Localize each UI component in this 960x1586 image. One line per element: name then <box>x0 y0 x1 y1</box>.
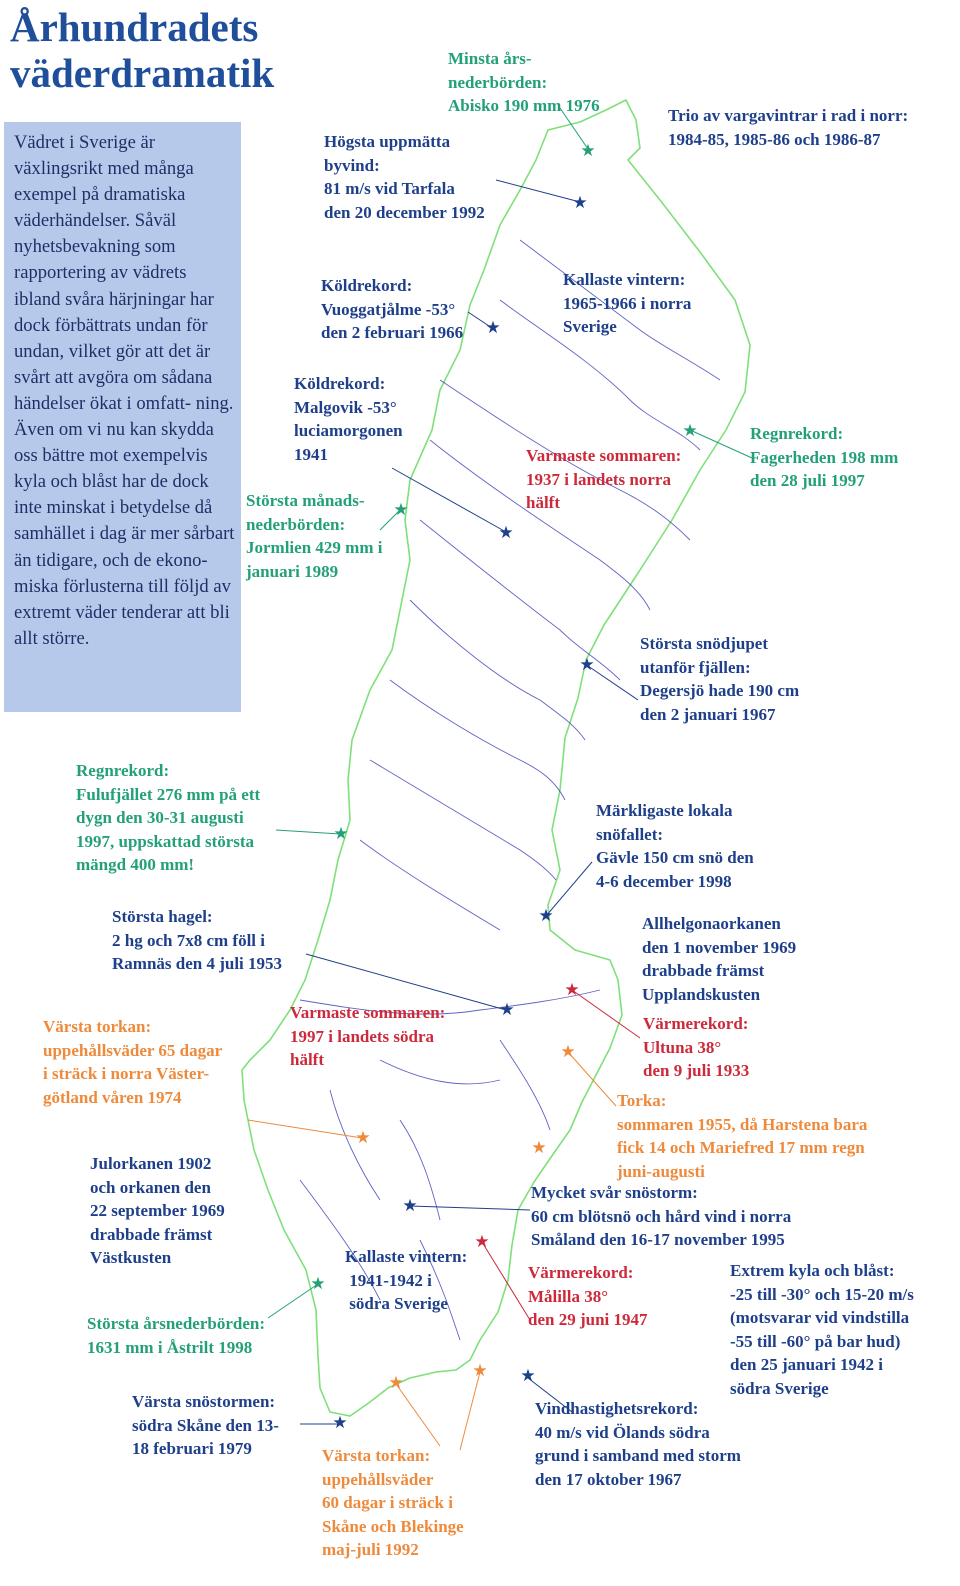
map-label-line: Värsta torkan: <box>322 1446 431 1465</box>
map-label-line: grund i samband med storm <box>535 1446 741 1466</box>
map-label-torkan-skane <box>322 1444 464 1562</box>
map-label-line: snöfallet: <box>596 824 664 844</box>
map-label-line: Köldrekord: <box>321 276 413 295</box>
map-label-tarfala <box>324 130 485 224</box>
map-label-line: -55 till -60° på bar hud) <box>730 1331 901 1351</box>
map-label-snostorm-skane <box>132 1390 279 1461</box>
map-label-line: och orkanen den <box>90 1177 211 1197</box>
map-label-line: drabbade främst <box>642 961 765 981</box>
map-label-line: mängd 400 mm! <box>76 855 195 875</box>
map-label-oland <box>535 1397 741 1491</box>
map-label-abisko <box>448 47 600 118</box>
star-icon: ★ <box>472 1361 488 1380</box>
map-label-line: Skåne och Blekinge <box>322 1516 464 1536</box>
map-label-line: uppehållsväder 65 dagar <box>43 1040 223 1060</box>
map-label-line: Värmerekord: <box>643 1014 749 1033</box>
map-label-line: luciamorgonen <box>294 421 403 441</box>
map-label-line: 18 februari 1979 <box>132 1439 252 1459</box>
map-label-line: 2 hg och 7x8 cm föll i <box>112 930 265 950</box>
map-label-line: Vuoggatjålme -53° <box>321 299 456 319</box>
map-label-line: drabbade främst <box>90 1224 213 1244</box>
map-label-line: nederbörden: <box>448 72 548 92</box>
map-label-line: 1941 <box>294 444 328 464</box>
map-label-line: den 25 januari 1942 i <box>730 1355 884 1375</box>
map-label-line: den 2 februari 1966 <box>321 323 464 343</box>
map-label-allhelgona <box>642 912 796 1006</box>
map-label-line: Fagerheden 198 mm <box>750 447 899 467</box>
map-label-line: Gävle 150 cm snö den <box>596 848 754 868</box>
map-label-line: byvind: <box>324 155 380 175</box>
map-label-line: nederbörden: <box>246 514 346 534</box>
map-label-kallaste-sodra <box>345 1245 467 1316</box>
map-label-gavle <box>596 799 754 893</box>
map-label-jormlien <box>246 489 382 583</box>
map-label-line: Sverige <box>563 317 617 337</box>
map-label-vuoggatjalme <box>321 274 463 345</box>
map-label-line: götland våren 1974 <box>43 1087 182 1107</box>
map-label-torka-1955 <box>617 1089 867 1183</box>
map-label-line: den 17 oktober 1967 <box>535 1469 682 1489</box>
map-label-line: januari 1989 <box>246 561 339 581</box>
map-label-line: 1984-85, 1985-86 och 1986-87 <box>668 129 881 149</box>
star-icon: ★ <box>388 1373 404 1392</box>
map-label-line: -25 till -30° och 15-20 m/s <box>730 1284 914 1304</box>
star-icon: ★ <box>531 1138 547 1157</box>
map-label-line: Torka: <box>617 1091 667 1110</box>
map-label-line: Fulufjället 276 mm på ett <box>76 784 261 804</box>
map-label-line: Kallaste vintern: <box>563 270 686 289</box>
map-label-line: Upplandskusten <box>642 984 761 1004</box>
map-label-line: 1997, uppskattad största <box>76 831 255 851</box>
map-label-line: 1631 mm i Åstrilt 1998 <box>87 1337 253 1357</box>
map-label-line: Största månads- <box>246 491 365 510</box>
map-label-varmaste-sodra <box>290 1001 445 1072</box>
map-label-line: Ultuna 38° <box>643 1037 722 1057</box>
map-label-line: maj-juli 1992 <box>322 1540 419 1560</box>
star-icon: ★ <box>402 1196 418 1215</box>
map-label-astrilt <box>87 1312 265 1359</box>
map-label-line: den 2 januari 1967 <box>640 704 776 724</box>
map-label-fagerheden <box>750 422 898 493</box>
map-label-line: Värmerekord: <box>528 1263 634 1282</box>
map-label-line: Högsta uppmätta <box>324 132 451 151</box>
map-label-line: 22 september 1969 <box>90 1201 225 1221</box>
map-label-line: utanför fjällen: <box>640 657 751 677</box>
map-label-line: Ramnäs den 4 juli 1953 <box>112 954 283 974</box>
map-label-line: södra Sverige <box>345 1294 448 1314</box>
map-label-line: Kallaste vintern: <box>345 1247 468 1266</box>
star-icon: ★ <box>572 193 588 212</box>
map-label-degersjo <box>640 632 799 726</box>
star-icon: ★ <box>682 421 698 440</box>
map-label-line: Regnrekord: <box>76 761 170 780</box>
map-label-line: Varmaste sommaren: <box>290 1003 446 1022</box>
map-label-line: 81 m/s vid Tarfala <box>324 179 455 199</box>
star-icon: ★ <box>538 906 554 925</box>
map-label-line: Abisko 190 mm 1976 <box>448 96 600 116</box>
star-icon: ★ <box>355 1128 371 1147</box>
map-label-line: Trio av vargavintrar i rad i norr: <box>668 106 909 125</box>
map-label-line: Minsta års- <box>448 49 532 68</box>
map-label-line: dygn den 30-31 augusti <box>76 808 244 828</box>
map-label-line: Västkusten <box>90 1248 172 1268</box>
title-line-2: väderdramatik <box>10 50 275 96</box>
map-label-line: 1937 i landets norra <box>526 469 671 489</box>
map-label-line: Varmaste sommaren: <box>526 446 682 465</box>
map-label-line: (motsvarar vid vindstilla <box>730 1308 910 1328</box>
star-icon: ★ <box>333 824 349 843</box>
map-label-line: södra Sverige <box>730 1378 829 1398</box>
map-label-line: Värsta torkan: <box>43 1017 152 1036</box>
map-label-line: Märkligaste lokala <box>596 801 733 820</box>
star-icon: ★ <box>580 141 596 160</box>
map-label-line: sommaren 1955, då Harstena bara <box>617 1114 868 1134</box>
map-label-line: Allhelgonaorkanen <box>642 914 781 933</box>
map-label-varmaste-norr <box>526 444 681 515</box>
map-label-line: Vindhastighetsrekord: <box>535 1399 699 1418</box>
star-icon: ★ <box>310 1274 326 1293</box>
map-label-fulufjallet <box>76 759 260 877</box>
star-icon: ★ <box>560 1042 576 1061</box>
map-label-vargavintrar <box>668 104 908 151</box>
map-label-line: 1965-1966 i norra <box>563 293 692 313</box>
map-label-line: den 29 juni 1947 <box>528 1310 648 1330</box>
map-label-line: den 20 december 1992 <box>324 202 485 222</box>
star-icon: ★ <box>579 655 595 674</box>
star-icon: ★ <box>520 1366 536 1385</box>
map-label-line: den 28 juli 1997 <box>750 471 865 491</box>
map-label-line: Mycket svår snöstorm: <box>531 1183 698 1202</box>
star-icon: ★ <box>564 980 580 999</box>
map-label-line: Värsta snöstormen: <box>132 1392 276 1411</box>
map-label-snostorm-smaland <box>531 1181 791 1252</box>
star-icon: ★ <box>498 523 514 542</box>
star-icon: ★ <box>499 1000 515 1019</box>
star-icon: ★ <box>485 318 501 337</box>
map-label-line: 4-6 december 1998 <box>596 871 732 891</box>
map-label-line: 60 dagar i sträck i <box>322 1493 453 1513</box>
map-label-malgovik <box>294 372 403 466</box>
map-label-line: den 9 juli 1933 <box>643 1061 750 1081</box>
map-label-line: Julorkanen 1902 <box>90 1154 212 1173</box>
map-label-line: Småland den 16-17 november 1995 <box>531 1230 785 1250</box>
map-label-line: hälft <box>526 493 560 513</box>
intro-text-box: Vädret i Sverige är växlingsrikt med många exempel på dramatiska väderhändelser. Såväl nyhetsbevakning som rapportering av vädrets ibland svåra härjningar har dock förbättrats undan för undan, vilket gör att det är svårt att avgöra om sådana händelser ökat i omfatt- ning. Även om vi nu kan skydda oss bättre mot exempelvis kyla och blåst har de dock inte minskat i betydelse då samhället i dag är mer sårbart än tidigare, och de ekono- miska förlusterna till följd av extremt väder tenderar att bli allt större. <box>4 122 241 712</box>
map-label-line: Köldrekord: <box>294 374 386 393</box>
map-label-line: uppehållsväder <box>322 1469 434 1489</box>
map-label-line: Jormlien 429 mm i <box>246 538 383 558</box>
map-label-malilla <box>528 1261 648 1332</box>
map-label-line: i sträck i norra Väster- <box>43 1064 210 1084</box>
map-label-line: Största snödjupet <box>640 634 768 653</box>
map-label-line: Målilla 38° <box>528 1286 608 1306</box>
map-label-line: 40 m/s vid Ölands södra <box>535 1422 710 1442</box>
map-label-line: Största årsnederbörden: <box>87 1314 266 1333</box>
map-label-line: 1997 i landets södra <box>290 1026 435 1046</box>
map-label-line: den 1 november 1969 <box>642 937 797 957</box>
map-label-line: fick 14 och Mariefred 17 mm regn <box>617 1138 865 1158</box>
map-label-line: 60 cm blötsnö och hård vind i norra <box>531 1206 792 1226</box>
star-icon: ★ <box>332 1413 348 1432</box>
map-label-line: Malgovik -53° <box>294 397 397 417</box>
map-label-line: Regnrekord: <box>750 424 844 443</box>
star-icon: ★ <box>393 500 409 519</box>
map-label-line: Degersjö hade 190 cm <box>640 681 800 701</box>
title-line-1: Århundradets <box>10 4 259 50</box>
map-label-line: Största hagel: <box>112 907 213 926</box>
map-label-extrem-kyla <box>730 1259 914 1401</box>
map-label-line: Extrem kyla och blåst: <box>730 1261 895 1280</box>
map-label-julorkanen <box>90 1152 225 1270</box>
map-label-ramnas <box>112 905 282 976</box>
map-label-torkan-vastergotland <box>43 1015 222 1109</box>
map-label-ultuna <box>643 1012 749 1083</box>
map-label-line: hälft <box>290 1050 324 1070</box>
map-label-kallaste-norr <box>563 268 691 339</box>
map-label-line: södra Skåne den 13- <box>132 1415 279 1435</box>
star-icon: ★ <box>474 1232 490 1251</box>
map-label-line: juni-augusti <box>617 1161 705 1181</box>
map-label-line: 1941-1942 i <box>345 1270 432 1290</box>
